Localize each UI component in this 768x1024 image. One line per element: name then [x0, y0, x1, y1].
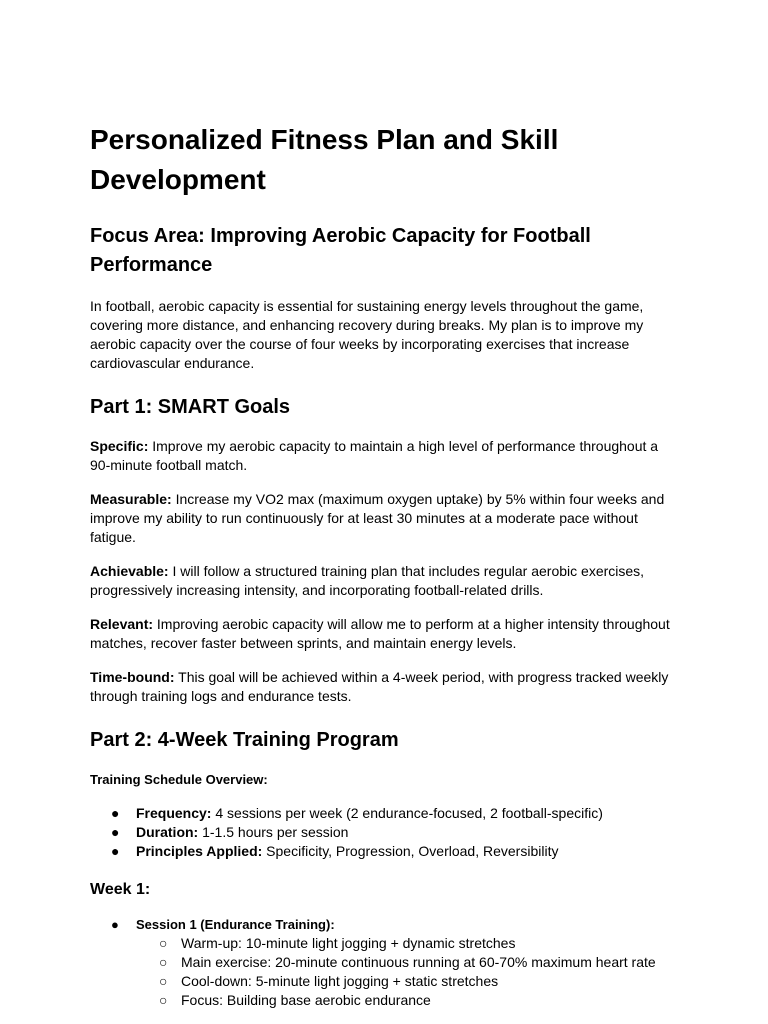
bullet-icon: ●: [111, 824, 120, 840]
list-item: [136, 953, 680, 972]
detail-text: Focus: Building base aerobic endurance: [181, 992, 431, 1008]
session-1-details: [136, 934, 680, 1010]
schedule-overview-label: Training Schedule Overview:: [90, 772, 268, 787]
goal-text: Improving aerobic capacity will allow me to perform at a higher intensity throughout matches, recover faster between sprints, and maintain energy levels.: [90, 616, 670, 651]
item-label: Frequency:: [136, 805, 212, 821]
list-item: [136, 972, 680, 991]
goal-specific: [90, 437, 680, 475]
list-item-duration: [90, 823, 680, 842]
goal-relevant: [90, 615, 680, 653]
goal-measurable: [90, 490, 680, 547]
goal-text: Improve my aerobic capacity to maintain a high level of performance throughout a 90-minute football match.: [90, 438, 659, 473]
schedule-overview-list: [90, 804, 680, 861]
goal-time-bound: [90, 668, 680, 706]
detail-text: Warm-up: 10-minute light jogging + dynamic stretches: [181, 935, 516, 951]
week1-session-list: [90, 915, 680, 1010]
bullet-icon: ●: [111, 805, 120, 821]
item-text: Specificity, Progression, Overload, Reversibility: [262, 843, 559, 859]
intro-paragraph: In football, aerobic capacity is essential for sustaining energy levels throughout the game, covering more distance, and enhancing recovery during breaks. My plan is to improve my aerobic capacity over the course of four weeks by incorporating exercises that increase cardiovascular endurance.: [90, 298, 644, 371]
week1-heading: Week 1:: [90, 881, 151, 898]
session-1: [90, 915, 680, 1010]
list-item-frequency: [90, 804, 680, 823]
hollow-bullet-icon: ○: [159, 935, 168, 951]
detail-text: Main exercise: 20-minute continuous running at 60-70% maximum heart rate: [181, 954, 656, 970]
hollow-bullet-icon: ○: [159, 954, 168, 970]
list-item-principles: [90, 842, 680, 861]
goal-label: Time-bound:: [90, 669, 175, 685]
item-text: 4 sessions per week (2 endurance-focused, 2 football-specific): [211, 805, 603, 821]
focus-area-heading: Focus Area: Improving Aerobic Capacity for Football Performance: [90, 225, 591, 276]
item-text: 1-1.5 hours per session: [198, 824, 349, 840]
part2-heading: Part 2: 4-Week Training Program: [90, 729, 399, 751]
hollow-bullet-icon: ○: [159, 973, 168, 989]
goal-label: Specific:: [90, 438, 149, 454]
list-item: [136, 991, 680, 1010]
hollow-bullet-icon: ○: [159, 992, 168, 1008]
item-label: Duration:: [136, 824, 199, 840]
goal-text: I will follow a structured training plan that includes regular aerobic exercises, progressively increasing intensity, and incorporating football-related drills.: [90, 563, 645, 598]
list-item: [136, 934, 680, 953]
item-label: Principles Applied:: [136, 843, 263, 859]
detail-text: Cool-down: 5-minute light jogging + static stretches: [181, 973, 499, 989]
goal-text: Increase my VO2 max (maximum oxygen uptake) by 5% within four weeks and improve my ability to run continuously for at least 30 minutes at a moderate pace without fatigue.: [90, 491, 665, 545]
session-label: Session 1 (Endurance Training):: [136, 917, 335, 932]
goal-achievable: [90, 562, 680, 600]
bullet-icon: ●: [111, 843, 120, 859]
bullet-icon: ●: [111, 917, 119, 932]
goal-label: Relevant:: [90, 616, 154, 632]
document-page: [90, 120, 680, 1010]
part1-heading: Part 1: SMART Goals: [90, 396, 291, 418]
document-title: Personalized Fitness Plan and Skill Development: [90, 124, 559, 195]
goal-text: This goal will be achieved within a 4-week period, with progress tracked weekly through training logs and endurance tests.: [90, 669, 669, 704]
goal-label: Achievable:: [90, 563, 169, 579]
goal-label: Measurable:: [90, 491, 172, 507]
